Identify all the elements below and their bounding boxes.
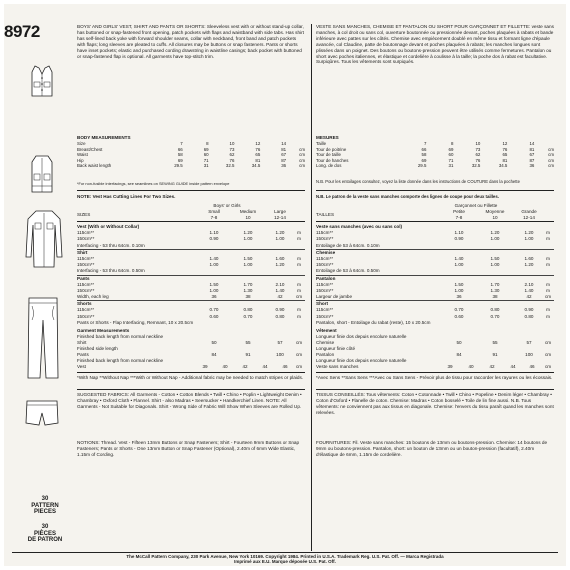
- body-measurement-value: 31: [448, 163, 454, 169]
- yardage-row-value: 0.80: [524, 313, 534, 319]
- pieces-label-fr: PIÈCES: [33, 530, 56, 537]
- yardage-row: [77, 300, 305, 307]
- garment-row-value: 39: [202, 364, 208, 369]
- pieces-label-fr-2: DE PATRON: [27, 537, 63, 543]
- yardage-row-label: 150cm**: [316, 287, 334, 293]
- pattern-number: 8972: [4, 22, 40, 41]
- body-measurement-value: cm: [548, 157, 554, 163]
- yardage-row-value: 1.20: [275, 262, 285, 268]
- garment-row-value: 100: [276, 352, 284, 357]
- yardage-row-value: 1.20: [524, 262, 534, 268]
- yardage-row: [316, 249, 554, 256]
- body-measurement-value: 10: [229, 141, 235, 147]
- garment-row-value: 42: [489, 364, 495, 369]
- yardage-row-value: 1.00: [209, 287, 219, 293]
- body-measurement-label: Size: [77, 141, 86, 147]
- garment-row-label: Finished back length from normal neckline: [77, 334, 164, 339]
- garment-row-value: 91: [245, 352, 251, 357]
- yardage-row-value: m: [546, 230, 550, 236]
- body-measurement-value: 76: [229, 157, 235, 163]
- yardage-row-value: 0.80: [275, 313, 285, 319]
- body-measurement-value: cm: [299, 152, 305, 158]
- body-measurement-value: cm: [548, 163, 554, 169]
- yardage-row-value: 36: [456, 294, 462, 300]
- garment-row-value: 91: [492, 352, 498, 357]
- body-measurement-label: Breast/Chest: [77, 146, 103, 152]
- large-header-en: Large: [274, 209, 286, 214]
- yardage-row-label: Largeur de jambe: [316, 294, 353, 300]
- shorts-illustration: [24, 399, 60, 427]
- yardage-row-label: Shorts: [77, 301, 92, 307]
- body-measurement-value: cm: [299, 163, 305, 169]
- rule-fr-2: [316, 221, 554, 222]
- body-measurement-value: 81: [502, 157, 508, 163]
- garment-row-value: 100: [525, 352, 533, 357]
- yardage-row-value: 0.60: [454, 313, 464, 319]
- garment-row-value: 55: [492, 340, 498, 345]
- yardage-row-value: 1.50: [209, 281, 219, 287]
- body-measurement-value: 10: [475, 141, 481, 147]
- yardage-row-value: 36: [211, 294, 217, 300]
- yardage-row-label: 150cm**: [316, 236, 334, 242]
- yardage-row-label: 115cm**: [77, 230, 95, 236]
- yardage-row-value: 1.10: [454, 230, 464, 236]
- yardage-row-value: 0.80: [243, 307, 253, 313]
- rule-en-1: [77, 190, 305, 191]
- yardage-row-label: Veste sans manches (avec ou sans col): [316, 224, 403, 229]
- yardage-row: [316, 320, 554, 326]
- yardage-row-label: Interfacing - 53 thru 64cm. 0.50m: [77, 268, 145, 274]
- body-measurement-value: 76: [502, 146, 508, 152]
- rule-fr-4: [316, 389, 554, 390]
- body-measurement-value: 58: [177, 152, 183, 158]
- body-measurement-value: 36: [529, 163, 535, 169]
- garment-title-fr: Vêtement: [316, 328, 337, 333]
- pattern-pieces-en: [28, 496, 62, 516]
- body-measurement-value: 69: [421, 157, 427, 163]
- body-measurement-value: 81: [255, 157, 261, 163]
- body-measurement-label: Waist: [77, 152, 88, 158]
- garment-row-value: 84: [211, 352, 217, 357]
- yardage-row-value: 0.90: [524, 307, 534, 313]
- nap-note-fr: *Avec Sens **Sans Sens ***Avec ou Sans Sens - Prévoir plus de tissu pour raccorder les rayures ou les écossais.: [316, 375, 553, 380]
- yardage-row-value: 1.70: [243, 281, 253, 287]
- yardage-row-value: 0.80: [490, 307, 500, 313]
- note-en: NOTE: Vest Has Cutting Lines For Two Sizes.: [77, 194, 176, 199]
- yardage-row-value: m: [297, 262, 301, 268]
- body-measurements-en: [77, 135, 305, 169]
- garment-row-value: 40: [468, 364, 474, 369]
- body-measurement-value: 62: [229, 152, 235, 158]
- body-measurement-value: cm: [299, 146, 305, 152]
- yardage-row-value: 38: [492, 294, 498, 300]
- garment-row-value: cm: [295, 364, 303, 369]
- yardage-row-value: 2.10: [524, 281, 534, 287]
- yardage-row-value: cm: [544, 294, 552, 300]
- garment-row-label: Finished back length from normal neckline: [77, 358, 164, 363]
- rule-en-4: [77, 389, 305, 390]
- yardage-row-label: 150cm**: [77, 262, 95, 268]
- body-measurement-label: Long. de dos: [316, 163, 342, 169]
- yardage-row-value: m: [546, 255, 550, 261]
- pants-illustration: [26, 296, 60, 380]
- yardage-row-value: 1.00: [243, 236, 253, 242]
- body-measurement-value: 67: [529, 152, 535, 158]
- yardage-row-value: m: [546, 313, 550, 319]
- yardage-row-label: Pantalon, short - Entoilage du rabat (reste), 10 x 20.5cm: [316, 319, 431, 325]
- french-column: [316, 24, 554, 65]
- pattern-envelope-back: [4, 4, 566, 566]
- yardage-row-label: 115cm**: [316, 281, 334, 287]
- small-range-en: 7-8: [210, 215, 218, 220]
- yardage-row-label: 115cm**: [77, 307, 95, 313]
- small-range-fr: 7-8: [455, 215, 463, 220]
- yardage-row-value: 1.00: [490, 236, 500, 242]
- body-measurement-value: 14: [281, 141, 287, 147]
- garment-row-value: 44: [262, 364, 268, 369]
- garment-row-label: Chemise: [316, 340, 335, 345]
- yardage-row-label: 150cm**: [77, 313, 95, 319]
- garment-row-label: Longueur finie côté: [316, 346, 356, 351]
- body-measurement-value: 32.5: [471, 163, 481, 169]
- yardage-row-label: 150cm**: [316, 262, 334, 268]
- body-measurement-value: 60: [203, 152, 209, 158]
- group-header-en: Boys' or Girls: [213, 203, 241, 208]
- garment-row-label: Veste sans manches: [316, 364, 359, 369]
- group-header-fr: Garçonnet ou Fillette: [454, 203, 498, 208]
- yardage-row-value: 1.40: [454, 255, 464, 261]
- yardage-row-value: m: [297, 287, 301, 293]
- garment-row-label: Shirt: [77, 340, 87, 345]
- body-measurement-value: 69: [448, 146, 454, 152]
- yardage-row-value: 0.60: [209, 313, 219, 319]
- yardage-row-label: Vest (With or Without Collar): [77, 224, 140, 229]
- yardage-row-value: m: [297, 230, 301, 236]
- yardage-row-value: 1.20: [524, 230, 534, 236]
- garment-row-value: cm: [295, 340, 303, 345]
- body-measurement-value: 36: [281, 163, 287, 169]
- yardage-header-en: [77, 203, 305, 221]
- yardage-row-label: 115cm**: [77, 281, 95, 287]
- rule-en-2: [77, 221, 305, 222]
- body-measurement-value: 81: [281, 146, 287, 152]
- yardage-row-value: 1.20: [243, 230, 253, 236]
- yardage-row-value: 1.00: [275, 236, 285, 242]
- interfacing-note-fr: N.B. Pour les entoilages consultez, voyez la liste donnée dans les instructions de COUTURE dans la pochette: [316, 179, 520, 184]
- garment-rows-en: [77, 334, 305, 370]
- body-measurement-value: 71: [203, 157, 209, 163]
- pattern-pieces-fr: [22, 524, 68, 544]
- yardage-row-value: 1.30: [490, 287, 500, 293]
- interfacing-note-en: *For non-fusible interfacings, see seamlines on SEWING GUIDE inside pattern envelope: [77, 181, 230, 186]
- yardage-row-value: 0.70: [454, 307, 464, 313]
- yardage-row-value: 0.70: [209, 307, 219, 313]
- yardage-row-value: 1.00: [243, 262, 253, 268]
- garment-row-value: 40: [222, 364, 228, 369]
- yardage-row-value: m: [546, 262, 550, 268]
- body-measurements-table-en: [77, 141, 305, 169]
- yardage-row-value: cm: [295, 294, 303, 300]
- yardage-row-label: Chemise: [316, 249, 336, 255]
- garment-row-label: Pantalon: [316, 352, 335, 357]
- yardage-row-value: 1.00: [454, 262, 464, 268]
- footer-rule: [12, 552, 558, 553]
- body-measurement-label: Hip: [77, 157, 84, 163]
- pieces-label-en-2: PIECES: [33, 509, 56, 515]
- suggested-fabrics-fr: TISSUS CONSEILLÉS: Tous vêtements: Coton • Cotonnade • Twill • Chino • Popeline • Denim léger • Chambray • Coton d'Oxford • Flanelle de coton. Chemise: Madras • Coton bosselé • Toile de lin fine aussi. N.B. Tous vêtements: ne conviennent pas aux tissus en diagonale. Chemise: l'envers du tissu paraît quand les manches sont relevées.: [316, 392, 554, 415]
- garment-row-value: 57: [277, 340, 283, 345]
- yardage-row-value: 1.00: [490, 262, 500, 268]
- body-measurement-row: [77, 163, 305, 169]
- garment-row-value: 55: [245, 340, 251, 345]
- yardage-row-value: 42: [526, 294, 532, 300]
- large-range-fr: 12-14: [523, 215, 535, 220]
- yardage-row-label: 150cm**: [77, 287, 95, 293]
- notions-fr: FOURNITURES: Fil. Veste sans manches: 15 boutons de 13mm ou boutons-pression. Chemise: 14 boutons de 9mm ou boutons-pression. Pantalon, short: un bouton de 13mm ou un bouton-pression (facultatif), 2.40m d'élastique de 6mm, 1.15m de cordelière.: [316, 440, 548, 457]
- yardage-row-label: Pants or Shorts - Flap Interfacing, Remnant, 10 x 20.5cm: [77, 319, 194, 325]
- yardage-row-value: m: [297, 281, 301, 287]
- yardage-row-value: 1.70: [490, 281, 500, 287]
- body-measurements-title-fr: MESURES: [316, 135, 339, 140]
- yardage-row-label: 115cm**: [316, 230, 334, 236]
- garment-row-value: cm: [544, 352, 552, 357]
- description-fr: VESTE SANS MANCHES, CHEMISE ET PANTALON OU SHORT POUR GARÇONNET ET FILLETTE: veste sans manches, à col droit ou sans col, ouverture boutonnée ou pressionnée devant, poches plaquées à rabats et bande inférieure avec pattes sur les côtés. Chemise avec empiècement doublé en même tissu et formant ligne d'épaule avancée, col Claudine, patte de boutonnage devant et poches plaquées à rabats; les manches longues sont plissées dans un poignet. Des boutons ou boutons-pression peuvent être utilisés comme fermetures. Pantalon ou short avec poches italiennes, et élastique et cordelière à coulisse à la taille; la poche dos à rabat est facultative. Surpiqûres. Tous les vêtements sont surpiqués.: [316, 24, 554, 65]
- body-measurement-value: 7: [423, 141, 427, 147]
- shirt-illustration: [24, 209, 64, 269]
- small-header-en: Small: [208, 209, 220, 214]
- body-measurement-label: Tour de hanches: [316, 157, 349, 163]
- footer-line-1: The McCall Pattern Company, 230 Park Avenue, New York 10169. Copyright 1984. Printed in U.S.A. Trademark Reg. U.S. Pat. Off. — Marca Registrada: [126, 554, 444, 559]
- body-measurement-label: Tour de poitrine: [316, 146, 347, 152]
- garment-row-label: Vest: [77, 364, 86, 369]
- garment-row-value: 84: [456, 352, 462, 357]
- yardage-row-value: 1.40: [209, 255, 219, 261]
- body-measurement-value: 60: [448, 152, 454, 158]
- yardage-row-value: 42: [277, 294, 283, 300]
- yardage-row-value: 1.50: [454, 281, 464, 287]
- yardage-row-value: m: [546, 236, 550, 242]
- body-measurement-value: 32.5: [225, 163, 235, 169]
- garment-rows-fr: [316, 334, 554, 370]
- garment-row-value: 42: [242, 364, 248, 369]
- body-measurement-value: 73: [475, 146, 481, 152]
- yardage-row-value: 2.10: [275, 281, 285, 287]
- large-range-en: 12-14: [274, 215, 286, 220]
- garment-row-label: Pants: [77, 352, 89, 357]
- body-measurement-value: 67: [281, 152, 287, 158]
- note-fr: N.B. Le patron de la veste sans manches comporte des lignes de coupe pour deux tailles.: [316, 194, 499, 199]
- medium-range-fr: 10: [492, 215, 498, 220]
- yardage-row-value: 1.60: [275, 255, 285, 261]
- yardage-row-value: m: [546, 307, 550, 313]
- garment-row-value: 46: [529, 364, 535, 369]
- yardage-row-value: 1.10: [209, 230, 219, 236]
- yardage-row-value: 1.20: [490, 230, 500, 236]
- body-measurement-value: 73: [229, 146, 235, 152]
- garment-row-label: Longueur finie dos depuis encolure naturelle: [316, 334, 407, 339]
- yardage-row: [316, 300, 554, 307]
- yardage-row-label: 150cm**: [316, 313, 334, 319]
- medium-header-fr: Moyenne: [485, 209, 505, 214]
- body-measurement-value: 12: [502, 141, 508, 147]
- yardage-row-label: Short: [316, 301, 328, 307]
- body-measurement-value: 8: [206, 141, 209, 147]
- vest-collar-illustration: [28, 154, 56, 194]
- yardage-row-value: 1.50: [490, 255, 500, 261]
- yardage-row: [77, 249, 305, 256]
- pieces-label-en: PATTERN: [31, 502, 59, 509]
- yardage-row-value: 1.00: [209, 262, 219, 268]
- medium-header-en: Medium: [239, 209, 257, 214]
- large-header-fr: Grande: [521, 209, 537, 214]
- yardage-row: [316, 275, 554, 282]
- body-measurement-label: Taille: [316, 141, 327, 147]
- garment-row-value: 50: [211, 340, 217, 345]
- body-measurement-value: 76: [475, 157, 481, 163]
- footer-line-2: Imprimé aux E.U. Marque déposée U.S. Pat. Off.: [234, 559, 336, 565]
- garment-row: [77, 364, 305, 370]
- body-measurement-value: 66: [421, 146, 427, 152]
- rule-en-3: [77, 372, 305, 373]
- yardage-row-value: 1.60: [524, 255, 534, 261]
- rule-fr-3: [316, 372, 554, 373]
- yardage-row-label: Width, each leg: [77, 294, 109, 300]
- yardage-row-label: 115cm**: [77, 255, 95, 261]
- yardage-row-value: 1.40: [524, 287, 534, 293]
- yardage-row-label: Pantalon: [316, 275, 336, 281]
- yardage-row-value: 0.90: [454, 236, 464, 242]
- garment-row-value: 57: [526, 340, 532, 345]
- yardage-row-value: 0.90: [209, 236, 219, 242]
- yardage-row-label: Shirt: [77, 249, 88, 255]
- body-measurement-value: 81: [529, 146, 535, 152]
- medium-range-en: 10: [245, 215, 251, 220]
- body-measurement-value: 76: [255, 146, 261, 152]
- garment-row-label: Longueur finie dos depuis encolure naturelle: [316, 358, 407, 363]
- body-measurement-value: 12: [255, 141, 261, 147]
- body-measurement-value: 7: [180, 141, 183, 147]
- yardage-row-label: Entoilage de 53 à 64cm. 0.10m: [316, 242, 380, 248]
- garment-title-en: Garment Measurements: [77, 328, 130, 333]
- rule-fr-1: [316, 190, 554, 191]
- body-measurement-value: cm: [299, 157, 305, 163]
- garment-row-value: 44: [510, 364, 516, 369]
- body-measurement-label: Back waist length: [77, 163, 112, 169]
- yardage-row-value: 1.00: [524, 236, 534, 242]
- yardage-row-value: 1.30: [243, 287, 253, 293]
- yardage-row-value: 38: [245, 294, 251, 300]
- yardage-row-label: 150cm**: [77, 236, 95, 242]
- garment-row-value: 39: [447, 364, 453, 369]
- yardage-row-value: 0.70: [243, 313, 253, 319]
- body-measurements-table-fr: [316, 141, 554, 169]
- body-measurement-value: cm: [548, 152, 554, 158]
- yardage-row: [77, 320, 305, 326]
- garment-row-value: cm: [544, 340, 552, 345]
- body-measurement-value: 66: [177, 146, 183, 152]
- yardage-row: [77, 275, 305, 282]
- yardage-row-value: m: [297, 255, 301, 261]
- pieces-count-fr: 30: [41, 524, 49, 530]
- body-measurement-value: cm: [548, 146, 554, 152]
- garment-row: [316, 364, 554, 370]
- garment-row-value: cm: [544, 364, 552, 369]
- body-measurement-value: 31: [203, 163, 209, 169]
- body-measurement-label: Tour de taille: [316, 152, 341, 158]
- description-en: BOYS' AND GIRLS' VEST, SHIRT AND PANTS OR SHORTS: Sleeveless vest with or without stand-up collar, has buttoned or snap-fastened front opening, patch pockets with flaps and waistband with side tabs. Has shirt has self-lined back yoke with forward shoulder seams, collar with neckband, front band and patch pockets with flaps; long sleeves are pleated to cuffs. All closures may be buttons or snap fasteners. Pants or shorts have inset pockets; elastic and purchased cording drawstring in waistline casings; back pocket with buttoned or snap-fastened flap is optional. All garments have top-stitch trim.: [77, 24, 304, 59]
- body-measurement-value: 14: [529, 141, 535, 147]
- notions-en: NOTIONS: Thread. Vest - Fifteen 13mm Buttons or Snap Fasteners; Shirt - Fourteen 9mm Buttons or Snap Fasteners; Pants or Shorts - One 13mm Button or Snap Fastener (Optional), 2.40m of 6mm Wide Elastic, 1.15m of Cording.: [77, 440, 300, 457]
- yardage-rows-fr: [316, 224, 554, 326]
- vest-front-illustration: [28, 64, 56, 98]
- body-measurements-fr: [316, 135, 554, 169]
- sizes-header-fr: TAILLES: [316, 212, 335, 217]
- yardage-row-label: Pants: [77, 275, 90, 281]
- body-measurement-value: 34.5: [498, 163, 508, 169]
- garment-row-value: cm: [295, 352, 303, 357]
- body-measurement-value: 58: [421, 152, 427, 158]
- body-measurement-value: 65: [502, 152, 508, 158]
- sizes-header-en: SIZES: [77, 212, 91, 217]
- yardage-row-value: 1.50: [243, 255, 253, 261]
- yardage-row-label: 115cm**: [316, 255, 334, 261]
- yardage-row-label: Entoilage de 53 à 64cm. 0.50m: [316, 268, 380, 274]
- body-measurement-value: 69: [177, 157, 183, 163]
- language-divider: [311, 24, 312, 551]
- body-measurement-value: 65: [255, 152, 261, 158]
- yardage-row-label: 115cm**: [316, 307, 334, 313]
- english-column: [77, 24, 305, 59]
- yardage-row-value: m: [297, 307, 301, 313]
- body-measurement-value: 62: [475, 152, 481, 158]
- body-measurement-row: [316, 163, 554, 169]
- body-measurements-title-en: BODY MEASUREMENTS: [77, 135, 131, 140]
- body-measurement-value: 8: [450, 141, 454, 147]
- body-measurement-value: 87: [281, 157, 287, 163]
- body-measurement-value: 69: [203, 146, 209, 152]
- suggested-fabrics-en: SUGGESTED FABRICS: All Garments - Cotton • Cotton Blends • Twill • Chino • Poplin • Lightweight Denim • Chambray • Oxford Cloth • Flannel. Shirt - also Madras • Seersucker • Handkerchief Linen. NOTE: All Garments - Not Suitable for Diagonals. Shirt - Wrong Side of Fabric Will Show When Sleeves are Rolled Up.: [77, 392, 302, 409]
- garment-row-value: 50: [456, 340, 462, 345]
- yardage-row-value: 1.40: [275, 287, 285, 293]
- nap-note-en: *With Nap **Without Nap ***With or Without Nap - Additional fabric may be needed to match stripes or plaids.: [77, 375, 304, 380]
- yardage-row-value: m: [546, 287, 550, 293]
- yardage-row-value: 1.20: [275, 230, 285, 236]
- footer: [12, 554, 558, 565]
- body-measurement-value: 87: [529, 157, 535, 163]
- body-measurement-value: 29.5: [417, 163, 427, 169]
- small-header-fr: Petite: [453, 209, 465, 214]
- yardage-row-value: m: [546, 281, 550, 287]
- garment-row-label: Finished side length: [77, 346, 118, 351]
- yardage-row-value: m: [297, 313, 301, 319]
- yardage-row-value: 0.90: [275, 307, 285, 313]
- yardage-row-value: m: [297, 236, 301, 242]
- body-measurement-value: 71: [448, 157, 454, 163]
- garment-row-value: 46: [282, 364, 288, 369]
- body-measurement-value: 29.5: [174, 163, 183, 169]
- pieces-count-en: 30: [41, 496, 49, 502]
- yardage-row-label: Interfacing - 53 thru 64cm. 0.10m: [77, 242, 145, 248]
- body-measurement-value: 34.5: [251, 163, 261, 169]
- yardage-row-value: 1.00: [454, 287, 464, 293]
- yardage-header-fr: [316, 203, 554, 221]
- yardage-rows-en: [77, 224, 305, 326]
- yardage-row-value: 0.70: [490, 313, 500, 319]
